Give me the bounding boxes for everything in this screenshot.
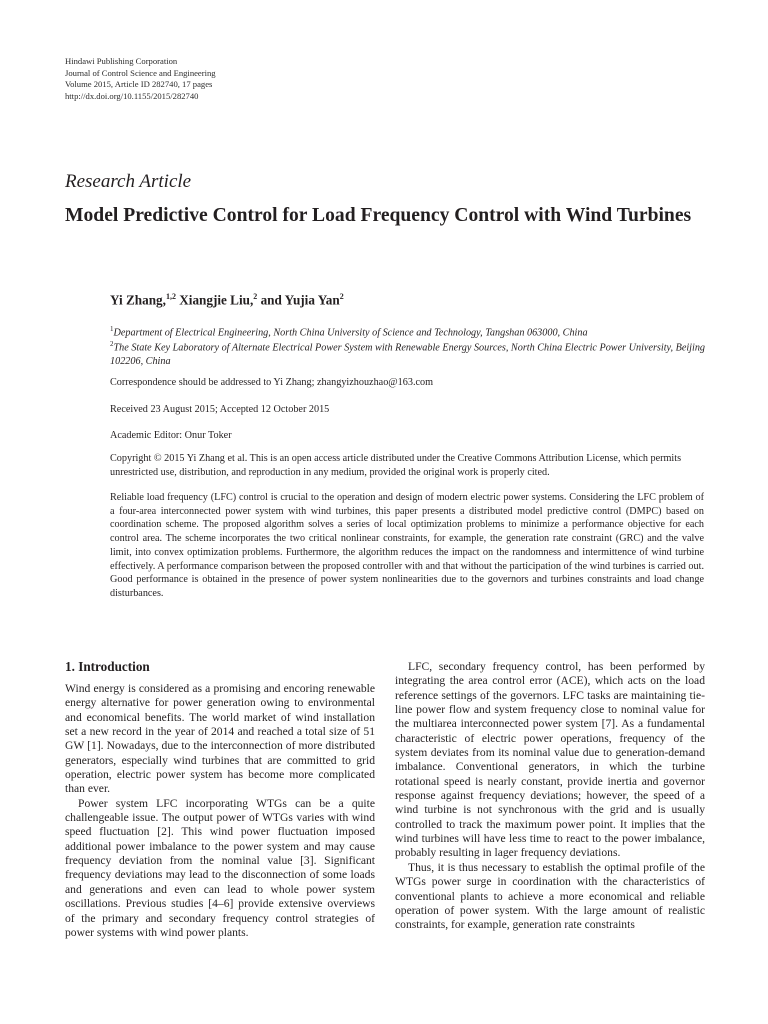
paper-title: Model Predictive Control for Load Frequency Control with Wind Turbines: [65, 205, 692, 226]
journal-header: [65, 56, 216, 102]
left-column: [65, 682, 375, 940]
author-name: Yi Zhang,: [110, 292, 166, 308]
volume-line: Volume 2015, Article ID 282740, 17 pages: [65, 79, 213, 90]
affiliation-number: 2: [110, 340, 114, 348]
section-number: 1.: [65, 659, 75, 674]
academic-editor: Academic Editor: Onur Toker: [110, 430, 232, 441]
author-name: Xiangjie Liu,: [179, 292, 254, 308]
author-affiliation-mark: 2: [253, 292, 258, 301]
body-paragraph: Power system LFC incorporating WTGs can be a quite challengeable issue. The output power of WTGs varies with wind speed fluctuation [2]. This wind power fluctuation imposed additional power imbalance to the power system and may cause frequency deviation from the nominal value [3]. Significant frequency deviations may lead to the disconnection of some loads and generations and even can lead to whole power system oscillations. Previous studies [4–6] provide extensive overviews of the primary and secondary frequency control strategies of power systems with wind power plants.: [65, 796, 375, 939]
body-paragraph: Wind energy is considered as a promising and encoring renewable energy alternative for power generation owing to environmental and economical benefits. The world market of wind installation set a new record in the year of 2014 and reached a total size of 51 GW [1]. Nowadays, due to the interconnection of more distributed generators, especially wind turbines that are committed to grid operation, electric power system has become more complicated than ever.: [65, 682, 375, 796]
received-dates: Received 23 August 2015; Accepted 12 October 2015: [110, 404, 330, 415]
publisher-line: Hindawi Publishing Corporation: [65, 56, 178, 66]
body-paragraph: LFC, secondary frequency control, has been performed by integrating the area control error (ACE), which acts on the load reference settings of the governors. LFC tasks are maintaining tie-line power flow and system frequency close to nominal value for the multiarea interconnected power system [7]. As a fundamental characteristic of electric power operations, frequency of the system deviates from its nominal value due to generation-demand imbalance. Conventional generators, in which the turbine rotational speed is nearly constant, provide inertia and governor response against frequency deviations; however, the speed of a wind turbine is not synchronous with the grid and is usually controlled to track the maximum power point. It implies that the wind turbines will have less time to react to the power imbalance, probably resulting in lager frequency deviations.: [395, 660, 705, 860]
right-column: [395, 660, 705, 933]
section-title: Introduction: [78, 659, 150, 674]
article-type: Research Article: [65, 171, 192, 192]
affiliation-2: [110, 337, 710, 369]
affiliation-number: 1: [110, 325, 114, 333]
doi-link[interactable]: http://dx.doi.org/10.1155/2015/282740: [65, 90, 199, 101]
correspondence: Correspondence should be addressed to Yi Zhang; zhangyizhouzhao@163.com: [110, 377, 434, 388]
affiliation-text: Department of Electrical Engineering, North China University of Science and Technology, Tangshan 063000, China: [113, 327, 588, 339]
abstract: Reliable load frequency (LFC) control is crucial to the operation and design of modern electric power systems. Considering the LFC problem of a four-area interconnected power system with wind turbines, this paper presents a distributed model predictive control (DMPC) based on coordination scheme. The proposed algorithm solves a series of local optimization problems to minimize a performance objective for each control area. The scheme incorporates the two critical nonlinear constraints, for example, the generation rate constraint (GRC) and the valve limit, into convex optimization problems. Furthermore, the algorithm reduces the impact on the randomness and intermittence of wind turbine effectively. A performance comparison between the proposed controller with and that without the participation of the wind turbines is carried out. Good performance is obtained in the presence of power system nonlinearities due to the governors and turbines constraints and load change disturbances.: [110, 492, 704, 599]
author-name: Yujia Yan: [284, 292, 340, 308]
affiliation-text: The State Key Laboratory of Alternate Electrical Power System with Renewable Energy Sources, North China Electric Power University, Beijing 102206, China: [110, 342, 706, 368]
author-separator: and: [257, 292, 285, 308]
author-list: [110, 292, 344, 308]
section-heading: [65, 659, 150, 675]
journal-line: Journal of Control Science and Engineering: [65, 67, 216, 78]
author-affiliation-mark: 1,2: [165, 292, 176, 301]
body-paragraph: Thus, it is thus necessary to establish the optimal profile of the WTGs power surge in coordination with the characteristics of conventional plants to achieve a more economical and reliable operation of power system. With the large amount of realistic constraints, for example, generation rate constraints: [395, 860, 705, 932]
copyright-notice: Copyright © 2015 Yi Zhang et al. This is an open access article distributed under the Creative Commons Attribution License, which permits unrestricted use, distribution, and reproduction in any medium, provided the original work is properly cited.: [110, 453, 682, 478]
author-affiliation-mark: 2: [339, 292, 344, 301]
